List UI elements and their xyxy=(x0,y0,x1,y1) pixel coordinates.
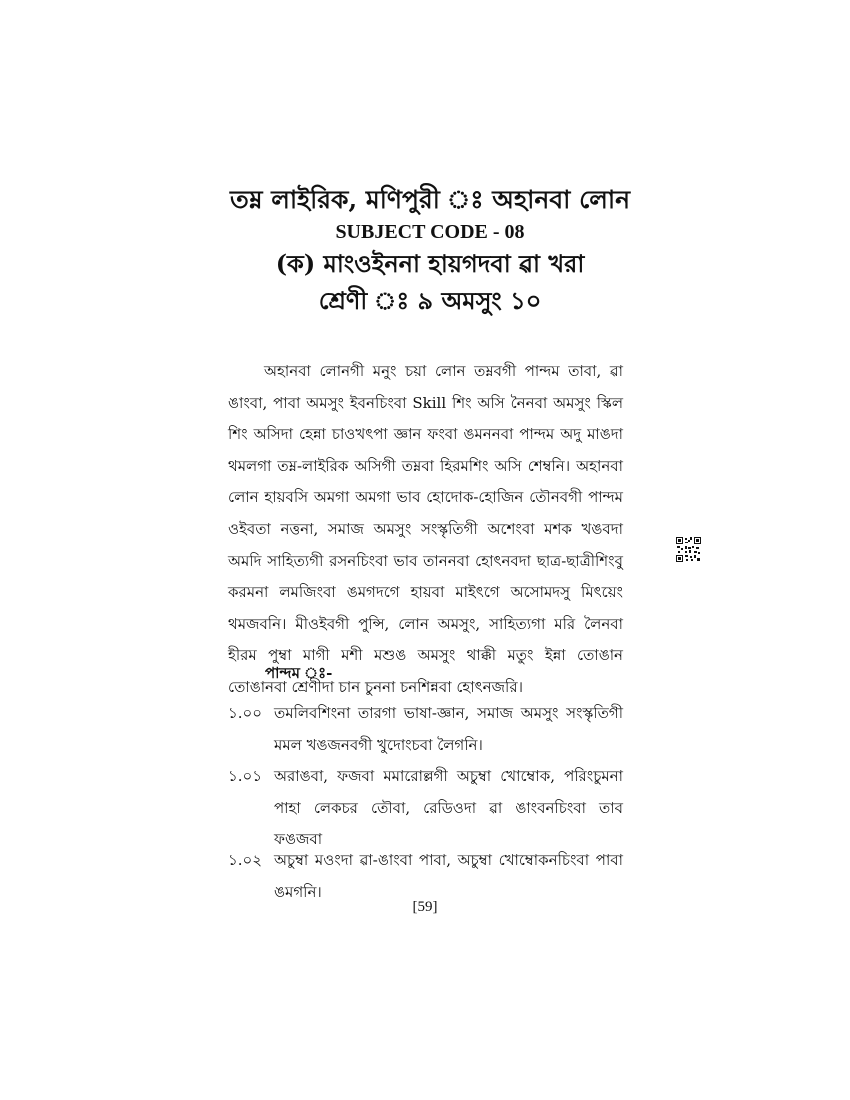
title-block xyxy=(200,183,660,321)
objective-number: ১.০২ xyxy=(228,851,263,869)
objectives-heading: পান্দম ঃ- xyxy=(265,664,333,682)
section-title: (ক) মাংওইননা হায়গদবা ৱা খরা xyxy=(275,249,585,278)
objective-number: ১.০০ xyxy=(228,704,263,722)
page-number: [59] xyxy=(412,899,438,915)
objective-number: ১.০১ xyxy=(228,767,262,785)
objective-item xyxy=(228,698,623,761)
objective-text: অচুম্বা মওংদা ৱা-ঙাংবা পাবা, অচুম্বা খোম্বোকনচিংবা পাবা ঙমগনি। xyxy=(274,851,623,901)
qr-code-icon xyxy=(676,537,701,562)
objective-text: অরাঙবা, ফজবা মমারোল্লগী অচুম্বা খোম্বোক, পরিংচুমনা পাহা লেকচর তৌবা, রেডিওদা ৱা ঙাংবনচিংবা তাব ফঙজবা xyxy=(274,767,623,849)
subject-code: SUBJECT CODE - 08 xyxy=(335,221,525,243)
objective-text: তমলিবশিংনা তারগা ভাষা-জ্ঞান, সমাজ অমসুং সংস্কৃতিগী মমল খঙজনবগী খুদোংচবা লৈগনি। xyxy=(274,704,623,754)
objective-item xyxy=(228,761,623,856)
intro-paragraph: অহানবা লোনগী মনুং চয়া লোন তম্নবগী পান্দম তাবা, ৱা ঙাংবা, পাবা অমসুং ইবনচিংবা Skill শিং অসি নৈনবা অমসুং স্কিল শিং অসিদা হেন্না চাওখৎপা জ্ঞান ফংবা ঙমননবা পান্দম অদু মাঙদা থমলগা তম্ন-লাইরিক অসিগী তম্নবা হিরমশিং অসি শেম্বনি। অহানবা লোন হায়বসি অমগা অমগা ভাব হোদোক-হোজিন তৌনবগী পান্দম ওইবতা নত্তনা, সমাজ অমসুং সংস্কৃতিগী অশেংবা মশক খঙবদা অমদি সাহিত্যগী রসনচিংবা ভাব তাননবা হোৎনবদা ছাত্র-ছাত্রীশিংবু করমনা লমজিংবা ঙমগদগে হায়বা মাইৎগে অসোমদসু মিৎয়েং থমজবনি। মীওইবগী পুন্সি, লোন অমসুং, সাহিত্যগা মরি লৈনবা হীরম পুম্বা মাগী মশী মশুঙ অমসুং থাক্কী মতুং ইন্না তোঙান তোঙানবা শ্রেণীদা চান চুননা চনশিন্নবা হোৎনজরি। xyxy=(228,362,623,696)
class-line: শ্রেণী ঃ ৯ অমসুং ১০ xyxy=(318,286,542,315)
document-title: তম্ন লাইরিক, মণিপুরী ঃ অহানবা লোন xyxy=(229,185,631,214)
